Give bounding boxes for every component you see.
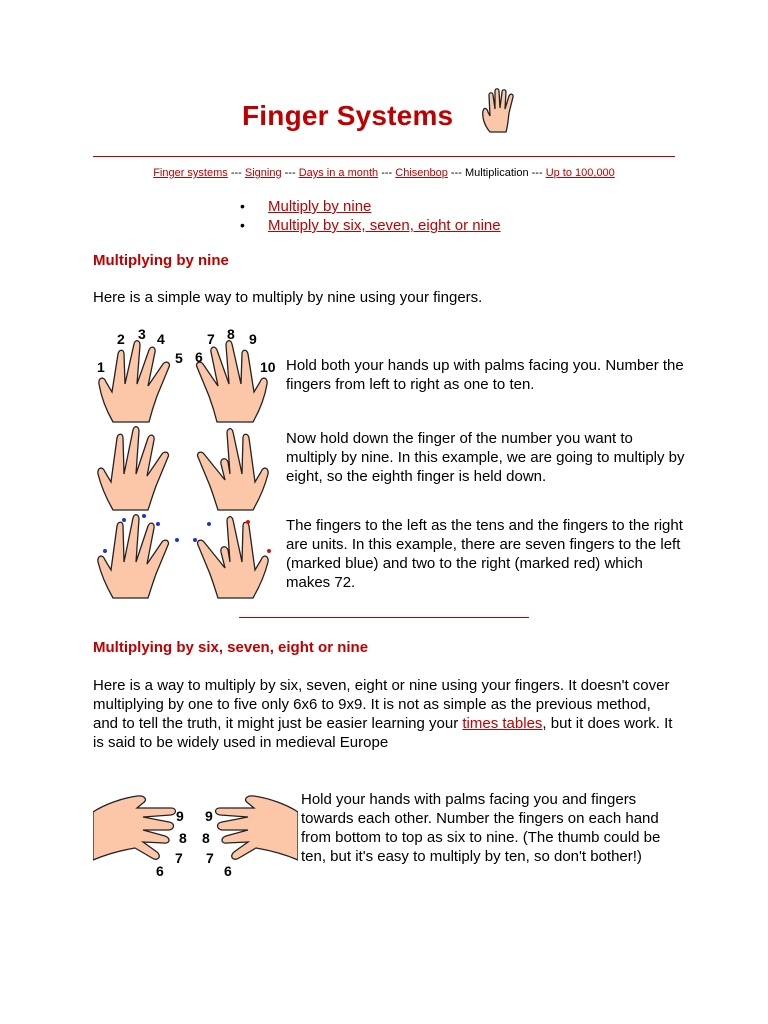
nav-link-days-in-a-month[interactable]: Days in a month xyxy=(298,167,379,179)
toc-link-multiply-by-nine[interactable]: Multiply by nine xyxy=(268,198,372,215)
nav-link-signing[interactable]: Signing xyxy=(244,167,282,179)
svg-text:6: 6 xyxy=(224,863,232,879)
svg-text:6: 6 xyxy=(195,349,203,365)
waving-hand-icon xyxy=(480,85,526,133)
svg-text:7: 7 xyxy=(207,331,215,347)
toc-link-multiply-by-six-to-nine[interactable]: Multiply by six, seven, eight or nine xyxy=(268,217,501,234)
section-divider xyxy=(239,617,529,618)
svg-text:6: 6 xyxy=(156,863,164,879)
nav-link-up-to-100000[interactable]: Up to 100,000 xyxy=(545,167,615,179)
page-title: Finger Systems xyxy=(242,100,454,131)
svg-text:4: 4 xyxy=(157,331,165,347)
svg-text:1: 1 xyxy=(97,359,105,375)
section-intro-six-to-nine: Here is a way to multiply by six, seven, eight or nine using your fingers. It doesn't cover multiplying by one to five only 6x6 to 9x9. It is not as simple as the previous method, and to tell the truth, it might just be easier learning your times tables, but it does work. It is said to be widely used in medieval Europe xyxy=(93,677,673,751)
svg-text:8: 8 xyxy=(227,326,235,342)
svg-text:7: 7 xyxy=(175,850,183,866)
hands-facing-illustration xyxy=(93,790,298,882)
svg-text:9: 9 xyxy=(176,808,184,824)
step-text-hands-facing: Hold your hands with palms facing you and fingers towards each other. Number the fingers on each hand from bottom to top as six to nine. (The thumb could be ten, but it's easy to multiply by ten, so don't bother!) xyxy=(301,791,661,865)
times-tables-link[interactable]: times tables xyxy=(462,715,543,732)
svg-text:9: 9 xyxy=(249,331,257,347)
nav-link-chisenbop[interactable]: Chisenbop xyxy=(395,167,448,179)
svg-text:7: 7 xyxy=(206,850,214,866)
step-text-hold-finger-down: Now hold down the finger of the number you want to multiply by nine. In this example, we are going to multiply by eight, so the eighth finger is held down. xyxy=(286,430,685,485)
list-item xyxy=(228,197,501,216)
svg-text:9: 9 xyxy=(205,808,213,824)
svg-text:8: 8 xyxy=(202,830,210,846)
list-item xyxy=(228,216,501,235)
hands-finger-down-illustration xyxy=(93,424,288,512)
step-text-number-fingers: Hold both your hands up with palms facing you. Number the fingers from left to right as one to ten. xyxy=(286,357,684,393)
nav-current-multiplication: Multiplication xyxy=(464,167,529,179)
hands-numbered-illustration xyxy=(93,322,288,424)
svg-text:3: 3 xyxy=(138,326,146,342)
svg-text:10: 10 xyxy=(260,359,276,375)
hands-marked-illustration xyxy=(93,512,288,600)
nav-link-finger-systems[interactable]: Finger systems xyxy=(153,167,228,179)
step-text-tens-and-units: The fingers to the left as the tens and the fingers to the right are units. In this example, there are seven fingers to the left (marked blue) and two to the right (marked red) which makes 72. xyxy=(286,517,683,591)
section-heading-six-to-nine: Multiplying by six, seven, eight or nine xyxy=(93,639,369,656)
contents-list xyxy=(228,197,501,235)
svg-text:2: 2 xyxy=(117,331,125,347)
svg-text:8: 8 xyxy=(179,830,187,846)
top-nav: Finger systems --- Signing --- Days in a month --- Chisenbop --- Multiplication --- Up to 100,000 xyxy=(153,167,615,179)
title-divider xyxy=(93,156,675,157)
svg-text:5: 5 xyxy=(175,350,183,366)
section-heading-nine: Multiplying by nine xyxy=(93,252,229,269)
section-intro-nine: Here is a simple way to multiply by nine using your fingers. xyxy=(93,289,483,306)
